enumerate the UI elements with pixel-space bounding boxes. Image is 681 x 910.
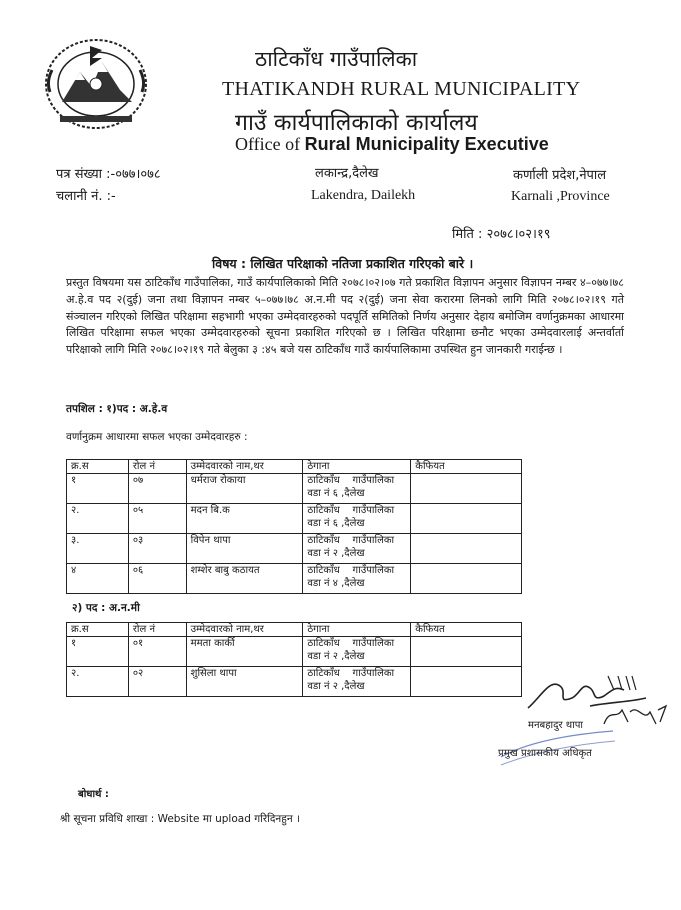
header-sn: क्र.स	[67, 623, 129, 637]
office-name-english	[235, 134, 549, 155]
cell-remarks	[411, 504, 522, 534]
cell-name: शुसिला थापा	[186, 667, 303, 697]
office-prefix: Office of	[235, 134, 305, 154]
cell-address	[303, 637, 411, 667]
cell-roll: ०७	[128, 474, 186, 504]
cell-sn: ४	[67, 564, 129, 594]
header-roll: रोल नं	[128, 460, 186, 474]
cell-name: ममता कार्की	[186, 637, 303, 667]
address-line-2: वडा नं ४ ,दैलेख	[307, 578, 365, 589]
cell-name: विपेन थापा	[186, 534, 303, 564]
table-header-row	[67, 623, 522, 637]
table-row	[67, 474, 522, 504]
signatory-name: मनबहादुर थापा	[528, 720, 583, 731]
address-line-1: ठाटिकाँध गाउँपालिका	[307, 505, 395, 516]
address-line-1: ठाटिकाँध गाउँपालिका	[307, 638, 395, 649]
cell-roll: ०६	[128, 564, 186, 594]
cell-address	[303, 474, 411, 504]
cell-sn: ३.	[67, 534, 129, 564]
signatory-title: प्रमुख प्रशासकीय अधिकृत	[498, 748, 592, 759]
table-row	[67, 534, 522, 564]
office-name-nepali: गाउँ कार्यपालिकाको कार्यालय	[235, 110, 478, 136]
header-remarks: कैफियत	[411, 623, 522, 637]
table-header-row	[67, 460, 522, 474]
address-line-1: ठाटिकाँध गाउँपालिका	[307, 475, 395, 486]
header-address: ठेगाना	[303, 460, 411, 474]
address-line-1: ठाटिकाँध गाउँपालिका	[307, 565, 395, 576]
cell-address	[303, 534, 411, 564]
address-line-2: वडा नं २ ,दैलेख	[307, 548, 365, 559]
subject-line: विषय : लिखित परिक्षाको नतिजा प्रकाशित गरिएको बारे ।	[212, 256, 474, 271]
municipality-emblem	[40, 32, 152, 132]
province-nepali: कर्णाली प्रदेश,नेपाल	[513, 168, 607, 183]
header-remarks: कैफियत	[411, 460, 522, 474]
reference-number: पत्र संख्या :-०७७।०७८	[56, 167, 161, 182]
cell-roll: ०१	[128, 637, 186, 667]
municipality-name-english: THATIKANDH RURAL MUNICIPALITY	[222, 78, 581, 100]
cell-name: शम्शेर बाबु कठायत	[186, 564, 303, 594]
header-name: उम्मेदवारको नाम,थर	[186, 623, 303, 637]
cell-roll: ०३	[128, 534, 186, 564]
handwritten-date	[600, 700, 672, 728]
success-list-label: वर्णानुक्रम आधारमा सफल भएका उम्मेदवारहरु :	[66, 431, 248, 443]
cell-sn: १	[67, 637, 129, 667]
details-label: तपशिल : १)पद : अ.हे.व	[66, 403, 168, 415]
cc-recipient: श्री सूचना प्रविधि शाखा : Website मा upload गरिदिनहुन ।	[60, 813, 300, 825]
office-bold: Rural Municipality Executive	[304, 134, 549, 154]
header-sn: क्र.स	[67, 460, 129, 474]
dispatch-number: चलानी नं. :-	[56, 189, 116, 204]
address-line-2: वडा नं २ ,दैलेख	[307, 681, 365, 692]
address-line-1: ठाटिकाँध गाउँपालिका	[307, 668, 395, 679]
province-english: Karnali ,Province	[511, 189, 610, 204]
cell-address	[303, 667, 411, 697]
header-address: ठेगाना	[303, 623, 411, 637]
section2-label: २) पद : अ.न.मी	[72, 602, 140, 614]
cell-remarks	[411, 564, 522, 594]
table-row	[67, 667, 522, 697]
address-line-2: वडा नं २ ,दैलेख	[307, 651, 365, 662]
table-row	[67, 504, 522, 534]
cell-name: मदन बि.क	[186, 504, 303, 534]
cell-roll: ०५	[128, 504, 186, 534]
cell-remarks	[411, 667, 522, 697]
body-paragraph: प्रस्तुत विषयमा यस ठाटिकाँध गाउँपालिका, गाउँ कार्यपालिकाको मिति २०७८।०२।०७ गते प्रकाशित विज्ञापन अनुसार विज्ञापन नम्बर ४–०७७।७८ अ.हे.व पद २(दुई) जना तथा विज्ञापन नम्बर ५–०७७।७८ अ.न.मी पद २(दुई) जना सेवा करारमा लिनको लागि मिति २०७८।०२।१९ गते संञ्चालन गरिएको लिखित परिक्षामा सहभागी भएका उम्मेदवारहरुको पदपूर्ति समितिको निर्णय अनुसार देहाय बमोजिम वर्णानुक्रमका आधारमा लिखित परिक्षामा सफल भएका उम्मेदवारहरुको सूचना प्रकाशित गरिएको छ । लिखित परिक्षामा छनौट भएका उम्मेदवारलाई अन्तर्वार्ता परिक्षाको लागि मिति २०७८।०२।१९ गते बेलुका ३ :४५ बजे यस ठाटिकाँध गाउँ कार्यपालिकामा उपस्थित हुन जानकारी गराईन्छ ।	[66, 276, 624, 357]
cell-remarks	[411, 474, 522, 504]
cell-sn: १	[67, 474, 129, 504]
municipality-name-nepali: ठाटिकाँध गाउँपालिका	[255, 47, 418, 71]
cell-address	[303, 564, 411, 594]
cell-name: धर्मराज रोकाया	[186, 474, 303, 504]
results-table-ahew	[66, 459, 522, 594]
results-table-anm	[66, 622, 522, 697]
cell-address	[303, 504, 411, 534]
address-line-2: वडा नं ६ ,दैलेख	[307, 488, 365, 499]
cell-remarks	[411, 637, 522, 667]
table-row	[67, 637, 522, 667]
header-roll: रोल नं	[128, 623, 186, 637]
header-name: उम्मेदवारको नाम,थर	[186, 460, 303, 474]
address-nepali: लकान्द्र,दैलेख	[315, 166, 379, 181]
cell-remarks	[411, 534, 522, 564]
address-line-2: वडा नं ६ ,दैलेख	[307, 518, 365, 529]
cell-roll: ०२	[128, 667, 186, 697]
address-english: Lakendra, Dailekh	[311, 188, 416, 203]
table-row	[67, 564, 522, 594]
address-line-1: ठाटिकाँध गाउँपालिका	[307, 535, 395, 546]
cell-sn: २.	[67, 667, 129, 697]
cc-label: बोधार्थ :	[78, 789, 109, 800]
cell-sn: २.	[67, 504, 129, 534]
letter-date: मिति : २०७८।०२।१९	[452, 227, 551, 242]
